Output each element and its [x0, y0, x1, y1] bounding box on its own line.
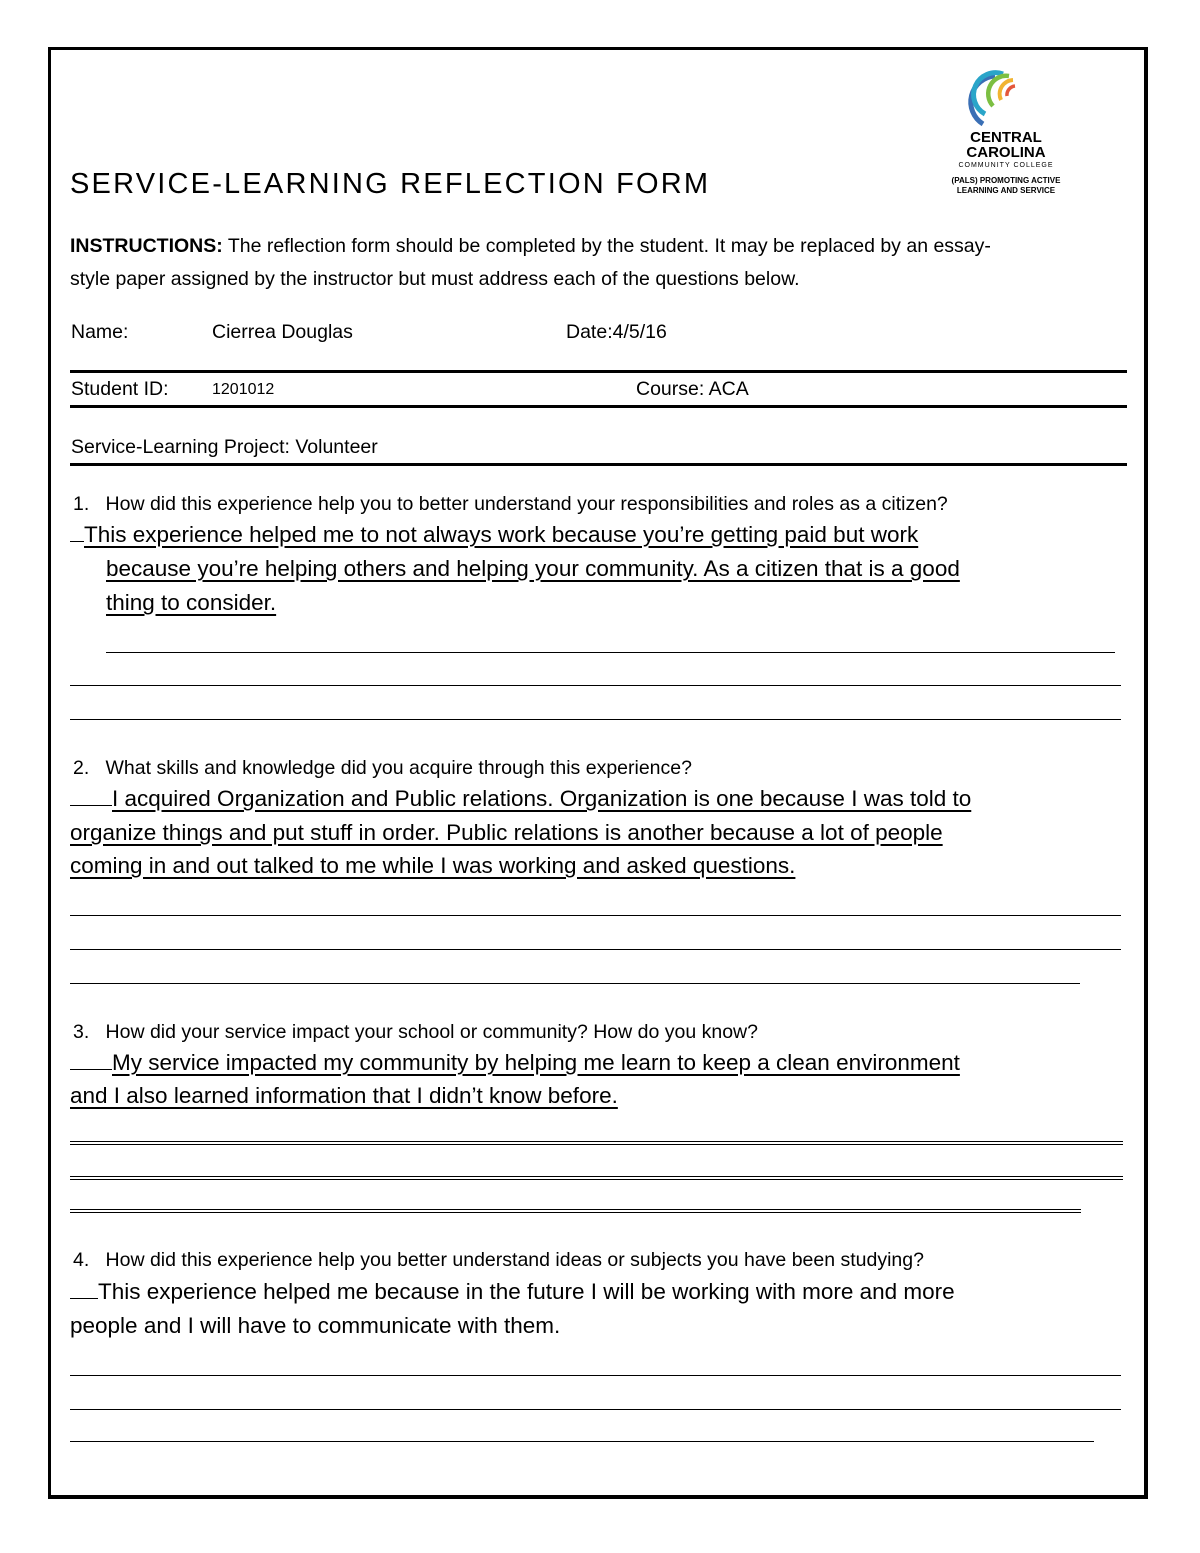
logo-line-central: CENTRAL [970, 129, 1042, 146]
answer-3-text-1: My service impacted my community by helping me learn to keep a clean environment [112, 1050, 960, 1075]
answer-4-blank-line-1 [70, 1375, 1121, 1376]
project-row-rule [70, 463, 1127, 466]
question-2-number: 2. [73, 757, 90, 779]
answer-2-line-3: coming in and out talked to me while I was working and asked questions. [70, 853, 796, 878]
question-3-number: 3. [73, 1021, 90, 1043]
question-4-text: How did this experience help you better understand ideas or subjects you have been studying? [105, 1249, 924, 1271]
question-4-number: 4. [73, 1249, 90, 1271]
question-2-text: What skills and knowledge did you acquire through this experience? [105, 757, 692, 779]
name-row-rule [70, 370, 1127, 373]
course-label: Course: [636, 378, 705, 400]
project-field [71, 436, 378, 459]
logo-arc-yellow [1000, 80, 1013, 100]
project-value: Volunteer [295, 436, 378, 458]
answer-2-blank-line-1 [70, 915, 1121, 916]
name-value: Cierrea Douglas [212, 321, 353, 343]
answer-3-line-1 [70, 1050, 960, 1076]
answer-4-line-1 [70, 1279, 955, 1305]
student-id-row-rule [70, 405, 1127, 408]
question-3 [73, 1021, 758, 1044]
form-title: SERVICE-LEARNING REFLECTION FORM [70, 168, 711, 200]
logo-line-carolina: CAROLINA [966, 144, 1046, 161]
instructions-line-1 [70, 235, 991, 258]
answer-1-line-1 [70, 522, 918, 548]
answer-4-line-2: people and I will have to communicate with them. [70, 1313, 561, 1338]
question-1-text: How did this experience help you to better understand your responsibilities and roles as a citizen? [105, 493, 948, 515]
logo-arcs-icon [915, 68, 1065, 138]
answer-2-blank-line-3 [70, 983, 1080, 984]
question-1 [73, 493, 948, 516]
question-3-text: How did your service impact your school or community? How do you know? [105, 1021, 758, 1043]
answer-1-line-2: because you’re helping others and helping your community. As a citizen that is a good [106, 556, 960, 581]
course-field [636, 378, 749, 401]
instructions-text-1: The reflection form should be completed by the student. It may be replaced by an essay- [222, 235, 991, 257]
date-field [566, 321, 667, 344]
answer-4-blank-line-3 [70, 1441, 1094, 1442]
answer-2-line-1 [70, 786, 971, 812]
question-4 [73, 1249, 924, 1272]
instructions-label: INSTRUCTIONS: [70, 235, 223, 257]
answer-2-text-1: I acquired Organization and Public relations. Organization is one because I was told to [112, 786, 972, 811]
name-label: Name: [71, 321, 129, 343]
answer-3-line-2: and I also learned information that I didn’t know before. [70, 1083, 618, 1108]
answer-1-text-1: This experience helped me to not always work because you’re getting paid but work [84, 522, 919, 547]
project-label: Service-Learning Project: [71, 436, 290, 458]
question-2 [73, 757, 692, 780]
logo-arc-red [1007, 86, 1015, 96]
answer-4-text-1: This experience helped me because in the future I will be working with more and more [98, 1279, 955, 1304]
answer-1-blank-line-1 [106, 652, 1115, 653]
answer-2-blank-line-2 [70, 949, 1121, 950]
answer-2-line-2: organize things and put stuff in order. Public relations is another because a lot of people [70, 820, 943, 845]
course-value: ACA [708, 378, 749, 400]
date-value: 4/5/16 [612, 321, 667, 343]
instructions-line-2: style paper assigned by the instructor but must address each of the questions below. [70, 268, 800, 290]
student-id-value: 1201012 [212, 381, 275, 398]
answer-3-blank-line-1 [70, 1141, 1123, 1142]
student-id-label: Student ID: [71, 378, 169, 400]
answer-1-line-3: thing to consider. [106, 590, 277, 615]
logo-line-learning-service: LEARNING AND SERVICE [956, 186, 1056, 195]
answer-3-blank-line-2 [70, 1176, 1123, 1177]
answer-4-blank-line-2 [70, 1409, 1121, 1410]
answer-1-blank-line-3 [70, 719, 1121, 720]
question-1-number: 1. [73, 493, 90, 515]
logo-line-pals: (PALS) PROMOTING ACTIVE [951, 176, 1061, 185]
answer-3-blank-line-3 [70, 1209, 1081, 1210]
logo-line-community-college: COMMUNITY COLLEGE [958, 162, 1054, 169]
date-label: Date: [566, 321, 613, 343]
answer-1-blank-line-2 [70, 685, 1121, 686]
central-carolina-logo [915, 68, 1065, 203]
